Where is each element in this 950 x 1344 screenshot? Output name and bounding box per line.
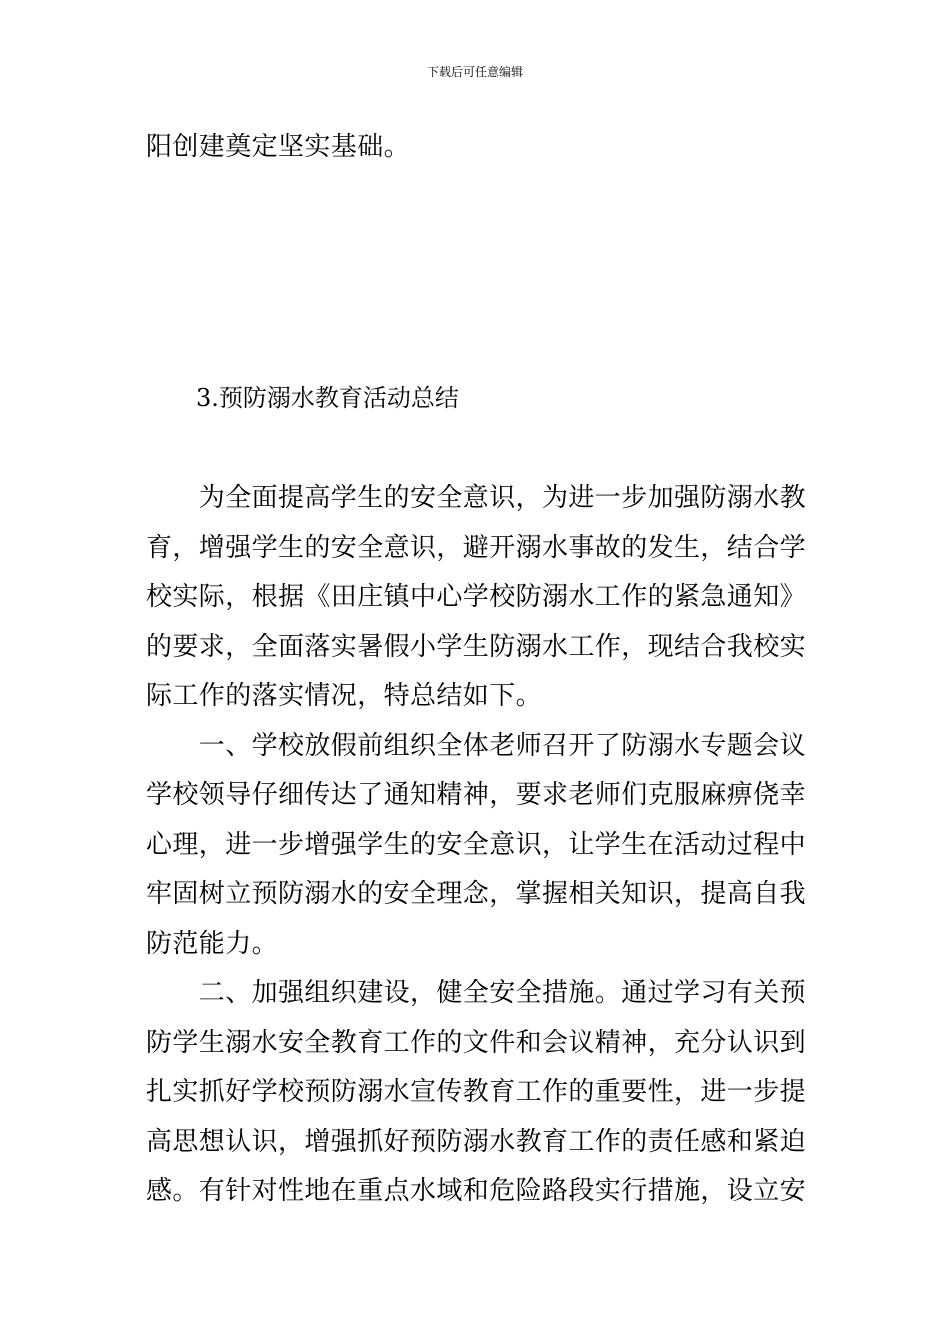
body-line: 为全面提高学生的安全意识，为进一步加强防溺水教 [146, 483, 807, 513]
body-line: 高思想认识，增强抓好预防溺水教育工作的责任感和紧迫 [146, 1127, 807, 1157]
section-heading: 3.预防溺水教育活动总结 [196, 384, 459, 412]
body-line: 心理，进一步增强学生的安全意识，让学生在活动过程中 [146, 830, 807, 860]
body-line: 牢固树立预防溺水的安全理念，掌握相关知识，提高自我 [146, 879, 807, 909]
body-line: 防学生溺水安全教育工作的文件和会议精神，充分认识到 [146, 1028, 807, 1058]
body-line: 学校领导仔细传达了通知精神，要求老师们克服麻痹侥幸 [146, 780, 807, 810]
body-line: 防范能力。 [146, 929, 279, 959]
body-line: 际工作的落实情况，特总结如下。 [146, 681, 543, 711]
body-line: 的要求，全面落实暑假小学生防溺水工作，现结合我校实 [146, 632, 807, 662]
body-line: 扎实抓好学校预防溺水宣传教育工作的重要性，进一步提 [146, 1077, 807, 1107]
body-line: 校实际，根据《田庄镇中心学校防溺水工作的紧急通知》 [146, 582, 807, 612]
body-line: 育，增强学生的安全意识，避开溺水事故的发生，结合学 [146, 533, 807, 563]
body-line: 感。有针对性地在重点水域和危险路段实行措施，设立安 [146, 1176, 807, 1206]
continuation-line: 阳创建奠定坚实基础。 [146, 132, 411, 162]
body-line: 二、加强组织建设，健全安全措施。通过学习有关预 [146, 978, 807, 1008]
body-line: 一、学校放假前组织全体老师召开了防溺水专题会议 [146, 731, 807, 761]
header-note: 下载后可任意编辑 [426, 65, 523, 79]
